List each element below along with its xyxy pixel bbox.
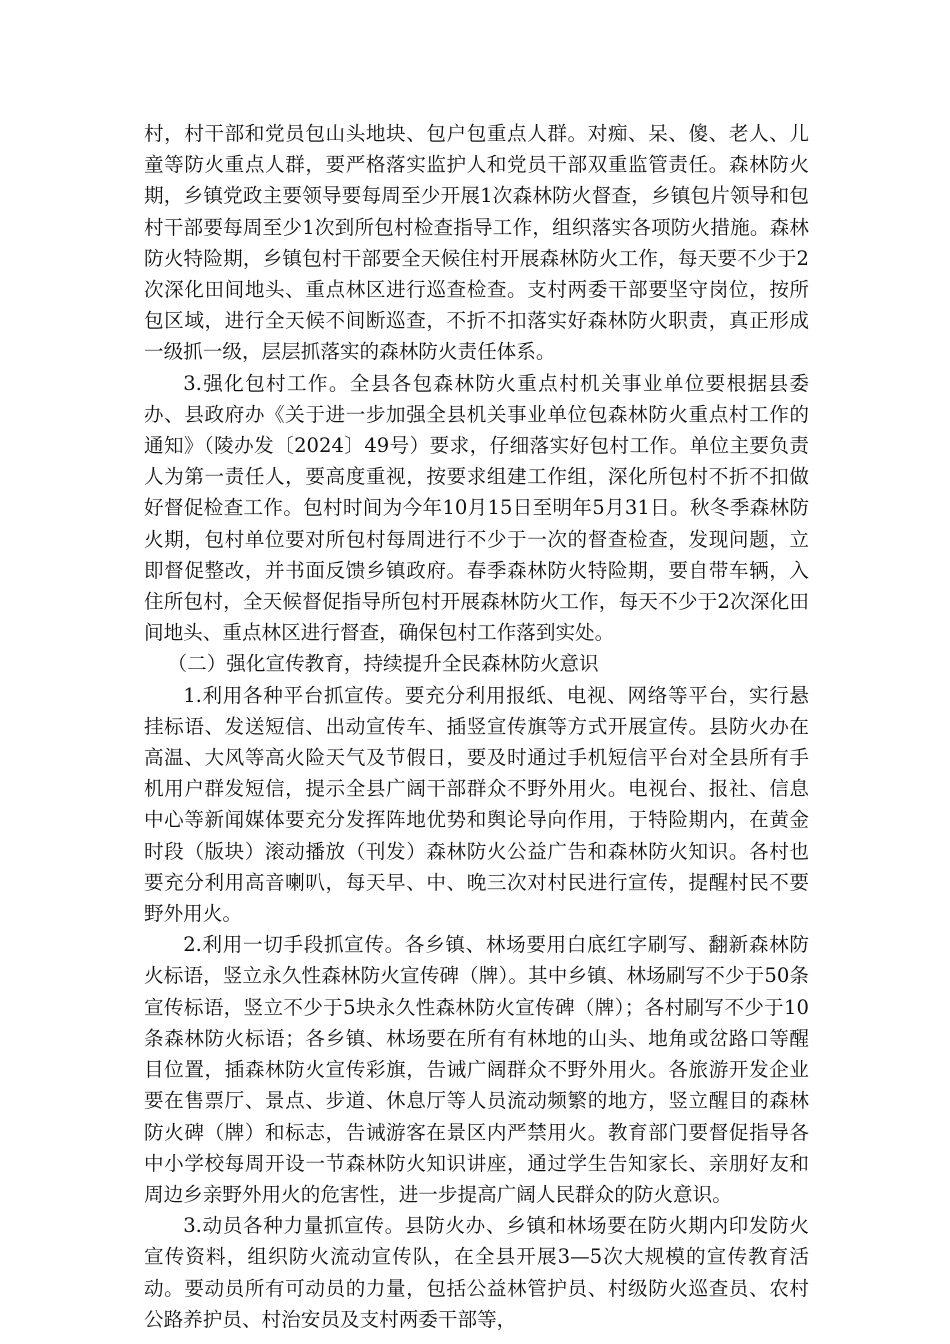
paragraph-mobilize-forces-publicity: 3.动员各种力量抓宣传。县防火办、乡镇和林场要在防火期内印发防火宣传资料，组织防火流动宣传队，在全县开展3—5次大规模的宣传教育活动。要动员所有可动员的力量，包括公益林管护员、村级防火巡查员、农村公路养护员、村治安员及支村两委干部等，	[144, 1214, 809, 1331]
paragraph-all-means-publicity: 2.利用一切手段抓宣传。各乡镇、林场要用白底红字刷写、翻新森林防火标语，竖立永久性森林防火宣传碑（牌）。其中乡镇、林场刷写不少于50条宣传标语，竖立不少于5块永久性森林防火宣传碑（牌）；各村刷写不少于10条森林防火标语；各乡镇、林场要在所有有林地的山头、地角或岔路口等醒目位置，插森林防火宣传彩旗，告诫广阔群众不野外用火。各旅游开发企业要在售票厅、景点、步道、休息厅等人员流动频繁的地方，竖立醒目的森林防火碑（牌）和标志，告诫游客在景区内严禁用火。教育部门要督促指导各中小学校每周开设一节森林防火知识讲座，通过学生告知家长、亲朋好友和周边乡亲野外用火的危害性，进一步提高广阔人民群众的防火意识。	[144, 933, 809, 1206]
paragraph-platform-publicity: 1.利用各种平台抓宣传。要充分利用报纸、电视、网络等平台，实行悬挂标语、发送短信、出动宣传车、插竖宣传旗等方式开展宣传。县防火办在高温、大风等高火险天气及节假日，要及时通过手机短信平台对全县所有手机用户群发短信，提示全县广阔干部群众不野外用火。电视台、报社、信息中心等新闻媒体要充分发挥阵地优势和舆论导向作用，于特险期内，在黄金时段（版块）滚动播放（刊发）森林防火公益广告和森林防火知识。各村也要充分利用高音喇叭，每天早、中、晚三次对村民进行宣传，提醒村民不要野外用火。	[144, 683, 809, 926]
paragraph-strengthen-village-work: 3.强化包村工作。全县各包森林防火重点村机关事业单位要根据县委办、县政府办《关于进一步加强全县机关事业单位包森林防火重点村工作的通知》（陵办发〔2024〕49号）要求，仔细落实好包村工作。单位主要负责人为第一责任人，要高度重视，按要求组建工作组，深化所包村不折不扣做好督促检查工作。包村时间为今年10月15日至明年5月31日。秋冬季森林防火期，包村单位要对所包村每周进行不少于一次的督查检查，发现问题，立即督促整改，并书面反馈乡镇政府。春季森林防火特险期，要自带车辆，入住所包村，全天候督促指导所包村开展森林防火工作，每天不少于2次深化田间地头、重点林区进行督查，确保包村工作落到实处。	[144, 371, 809, 645]
paragraph-continuation: 村，村干部和党员包山头地块、包户包重点人群。对痴、呆、傻、老人、儿童等防火重点人群，要严格落实监护人和党员干部双重监管责任。森林防火期，乡镇党政主要领导要每周至少开展1次森林防火督查，乡镇包片领导和包村干部要每周至少1次到所包村检查指导工作，组织落实各项防火措施。森林防火特险期，乡镇包村干部要全天候住村开展森林防火工作，每天要不少于2次深化田间地头、重点林区进行巡查检查。支村两委干部要坚守岗位，按所包区域，进行全天候不间断巡查，不折不扣落实好森林防火职责，真正形成一级抓一级，层层抓落实的森林防火责任体系。	[144, 122, 809, 364]
document-page	[144, 118, 809, 1335]
section-heading-publicity: （二）强化宣传教育，持续提升全民森林防火意识	[167, 652, 599, 676]
